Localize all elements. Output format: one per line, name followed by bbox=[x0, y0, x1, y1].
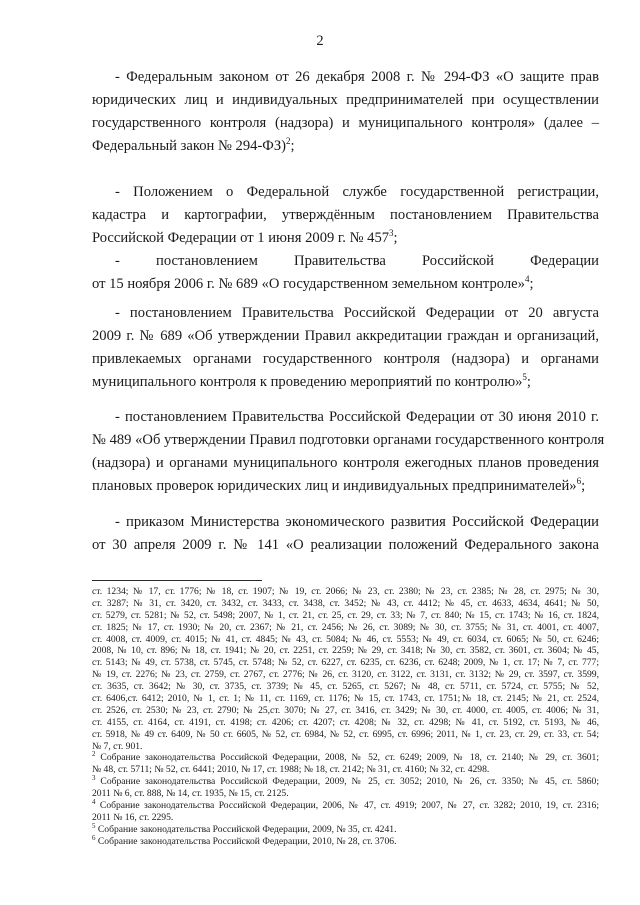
paragraph-line: кадастра и картографии, утверждённым постановлением Правительства bbox=[92, 207, 599, 223]
paragraph-line: юридических лиц и индивидуальных предпринимателей при осуществлении bbox=[92, 92, 599, 108]
footnote-line: 2011 № 16, ст. 2295. bbox=[92, 811, 174, 823]
paragraph-line: - постановлением Правительства Российской Федерации bbox=[115, 253, 599, 269]
footnote-continued-line: ст. 1234; № 17, ст. 1776; № 18, ст. 1907; № 19, ст. 2066; № 23, ст. 2380; № 23, ст. 2385; № 28, ст. 2975; № 30, bbox=[92, 586, 599, 597]
footnote-continued-line: № 19, ст. 2276; № 23, ст. 2759, ст. 2767, ст. 2776; № 26, ст. 3120, ст. 3122, ст. 3131, ст. 3132; № 29, ст. 3597, ст. 3599, bbox=[92, 669, 599, 681]
footnote-reference: 5 bbox=[522, 372, 527, 383]
footnote-separator bbox=[92, 580, 262, 581]
footnote-continued-line: ст. 1825; № 17, ст. 1930; № 20, ст. 2367; № 21, ст. 2456; № 26, ст. 3089; № 30, ст. 3755; № 31, ст. 4001, ст. 4007, bbox=[92, 621, 599, 633]
footnote-reference: 3 bbox=[389, 228, 394, 239]
paragraph-tail: ; bbox=[529, 276, 534, 292]
footnote-text: Собрание законодательства Российской Федерации, 2008, № 52, ст. 6249; 2009, № 18, ст. 2140; № 29, ст. 3601; bbox=[95, 752, 599, 764]
paragraph bbox=[92, 511, 599, 557]
paragraph bbox=[92, 302, 599, 394]
page-number: 2 bbox=[316, 33, 324, 49]
paragraph bbox=[92, 250, 599, 296]
paragraph-line: - Федеральным законом от 26 декабря 2008 г. № 294-ФЗ «О защите прав bbox=[115, 69, 599, 85]
footnote-number: 2 bbox=[92, 750, 96, 759]
paragraph-line: - приказом Министерства экономического развития Российской Федерации bbox=[115, 514, 599, 530]
footnote-number: 3 bbox=[92, 774, 96, 783]
paragraph-line: от 15 ноября 2006 г. № 689 «О государственном земельном контроле»$^4$; bbox=[92, 274, 534, 292]
paragraph-line: плановых проверок юридических лиц и индивидуальных предпринимателей»$^6$; bbox=[92, 476, 586, 494]
footnote-line: 2011 № 6, ст. 888, № 14, ст. 1935, № 15, ст. 2125. bbox=[92, 788, 289, 800]
footnote-text: Собрание законодательства Российской Федерации, 2010, № 28, ст. 3706. bbox=[95, 835, 397, 847]
footnote-reference: 4 bbox=[524, 274, 530, 285]
footnote-line bbox=[92, 821, 599, 836]
footnote-reference: 6 bbox=[576, 476, 582, 487]
footnote-continued-line: № 7, ст. 901. bbox=[92, 740, 143, 752]
footnote-line bbox=[92, 797, 599, 812]
paragraph-tail: ; bbox=[290, 138, 295, 154]
footnote-reference: 2 bbox=[286, 136, 291, 147]
footnote-line bbox=[92, 752, 599, 764]
footnote-continued-line: ст. 5279, ст. 5281; № 52, ст. 5498; 2007, № 1, ст. 21, ст. 25, ст. 29, ст. 33; № 7, ст. 840; № 15, ст. 1743; № 16, ст. 1824, bbox=[92, 609, 599, 621]
footnote-continued-line: ст. 3287; № 31, ст. 3420, ст. 3432, ст. 3433, ст. 3438, ст. 3452; № 43, ст. 4412; № 45, ст. 4633, 4634, 4641; № 50, bbox=[92, 597, 599, 609]
footnote-continued-line: ст. 5918, № 49 ст. 6409, № 50 ст. 6605, № 52, ст. 6984, № 52, ст. 6995, ст. 6996; 2011, № 1, ст. 23, ст. 29, ст. 33, ст. 54; bbox=[92, 728, 599, 740]
paragraph-line: муниципального контроля к проведению мероприятий по контролю»$^5$; bbox=[92, 372, 531, 390]
paragraph-tail: ; bbox=[526, 374, 531, 390]
paragraph-line: от 30 апреля 2009 г. № 141 «О реализации положений Федерального закона bbox=[92, 537, 599, 553]
paragraph-line: Российской Федерации от 1 июня 2009 г. № $457^3$; bbox=[92, 228, 398, 246]
paragraph bbox=[92, 66, 599, 158]
paragraph-tail: ; bbox=[393, 230, 398, 246]
footnote-number: 5 bbox=[92, 821, 96, 830]
footnote-continued-line: ст. 2526, ст. 2530; № 23, ст. 2790; № 25,ст. 3070; № 27, ст. 3416, ст. 3429; № 30, ст. 4000, ст. 4005, ст. 4006; № 31, bbox=[92, 704, 599, 716]
paragraph-line: Федеральный закон № 294-ФЗ)$^2$; bbox=[92, 136, 295, 154]
footnote-line: № 48, ст. 5711; № 52, ст. 6441; 2010, № 17, ст. 1988; № 18, ст. 2142; № 31, ст. 4160; № 32, ст. 4298. bbox=[92, 764, 490, 776]
footnote-continued-line: ст. 4008, ст. 4009, ст. 4015; № 41, ст. 4845; № 43, ст. 5084; № 46, ст. 5553; № 49, ст. 6034, ст. 6065; № 50, ст. 6246; bbox=[92, 633, 599, 645]
footnotes bbox=[92, 586, 599, 848]
footnote-continued-line: ст. 4155, ст. 4164, ст. 4191, ст. 4198; ст. 4206; ст. 4207; ст. 4208; № 32, ст. 4298; № 41, ст. 5192, ст. 5193, № 46, bbox=[92, 716, 599, 728]
paragraph-line: - Положением о Федеральной службе государственной регистрации, bbox=[115, 184, 599, 200]
paragraph-line: привлекаемых органами государственного контроля (надзора) и органами bbox=[92, 351, 599, 367]
paragraph-line: 2009 г. № 689 «Об утверждении Правил аккредитации граждан и организаций, bbox=[92, 328, 599, 344]
footnote-text: Собрание законодательства Российской Федерации, 2009, № 25, ст. 3052; 2010, № 26, ст. 3350; № 45, ст. 5860; bbox=[95, 776, 599, 788]
paragraph-line: - постановлением Правительства Российской Федерации от 20 августа bbox=[115, 305, 599, 321]
paragraph-line: (надзора) и органами муниципального контроля ежегодных планов проведения bbox=[92, 455, 599, 471]
footnote-continued-line: ст. 5143; № 49, ст. 5738, ст. 5745, ст. 5748; № 52, ст. 6227, ст. 6235, ст. 6236, ст. 6248; 2009, № 1, ст. 17; № 7, ст. 777; bbox=[92, 657, 599, 669]
paragraph-line: - постановлением Правительства Российской Федерации от 30 июня 2010 г. bbox=[115, 409, 599, 425]
footnote-line bbox=[92, 776, 599, 788]
footnote-line bbox=[92, 833, 599, 848]
footnote-continued-line: 2008, № 10, ст. 896; № 18, ст. 1941; № 20, ст. 2251, ст. 2259; № 29, ст. 3418; № 30, ст. 3582, ст. 3601, ст. 3604; № 45, bbox=[92, 645, 599, 657]
paragraph bbox=[92, 406, 605, 498]
footnote-continued-line: ст. 3635, ст. 3642; № 30, ст. 3735, ст. 3739; № 45, ст. 5265, ст. 5267; № 48, ст. 5711, ст. 5724, ст. 5755; № 52, bbox=[92, 681, 599, 693]
footnote-continued-line: ст. 6406,ст. 6412; 2010, № 1, ст. 1; № 11, ст. 1169, ст. 1176; № 15, ст. 1743, ст. 1751;№ 18, ст. 2145; № 21, ст. 2524, bbox=[92, 693, 599, 705]
footnote-text: Собрание законодательства Российской Федерации, 2009, № 35, ст. 4241. bbox=[95, 823, 397, 835]
footnote-number: 4 bbox=[92, 797, 96, 806]
paragraph-line: государственного контроля (надзора) и муниципального контроля» (далее – bbox=[92, 115, 599, 131]
paragraph-tail: ; bbox=[581, 478, 586, 494]
footnote-number: 6 bbox=[92, 833, 96, 842]
paragraph bbox=[92, 181, 599, 250]
paragraph-line: № 489 «Об утверждении Правил подготовки органами государственного контроля bbox=[92, 432, 605, 448]
footnote-text: Собрание законодательства Российской Федерации, 2006, № 47, ст. 4919; 2007, № 27, ст. 3282; 2010, 19, ст. 2316; bbox=[95, 800, 599, 812]
